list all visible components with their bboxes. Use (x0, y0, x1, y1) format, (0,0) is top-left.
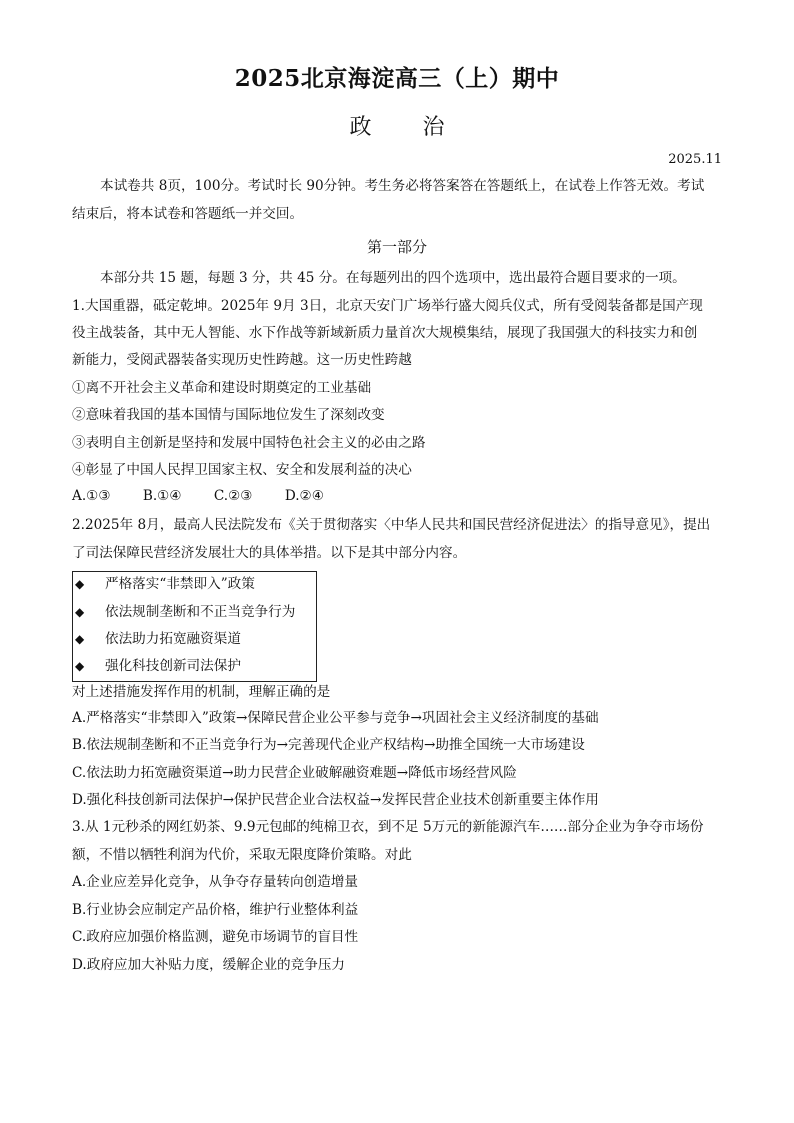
q2-option-b: B.依法规制垄断和不正当竞争行为→完善现代企业产权结构→助推全国统一大市场建设 (72, 737, 585, 753)
measure-text: 严格落实“非禁即入”政策 (105, 576, 255, 592)
q3-option-c: C.政府应加强价格监测，避免市场调节的盲目性 (72, 929, 359, 945)
q3-stem-line-2: 额，不惜以牺牲利润为代价，采取无限度降价策略。对此 (72, 847, 412, 863)
q2-option-c: C.依法助力拓宽融资渠道→助力民营企业破解融资难题→降低市场经营风险 (72, 765, 517, 781)
diamond-bullet-icon: ◆ (75, 659, 85, 673)
q3-option-a: A.企业应差异化竞争，从争夺存量转向创造增量 (72, 874, 359, 890)
measure-text: 依法助力拓宽融资渠道 (105, 631, 241, 647)
q2-stem-line-2: 了司法保障民营经济发展壮大的具体举措。以下是其中部分内容。 (72, 545, 467, 561)
section-instructions: 本部分共 15 题，每题 3 分，共 45 分。在每题列出的四个选项中，选出最符合题目要求的一项。 (100, 270, 686, 286)
subject-char-2: 治 (422, 115, 445, 140)
measure-item (73, 600, 295, 620)
exam-title: 2025北京海淀高三（上）期中 (234, 65, 560, 92)
q1-stem-line-3: 新能力，受阅武器装备实现历史性跨越。这一历史性跨越 (72, 352, 412, 368)
measures-box (72, 571, 317, 682)
q1-statement-1: ①离不开社会主义革命和建设时期奠定的工业基础 (72, 380, 372, 396)
q2-stem-line-1: 2.2025年 8月，最高人民法院发布《关于贯彻落实〈中华人民共和国民营经济促进法〉的指导意见》，提出 (72, 517, 711, 533)
diamond-bullet-icon: ◆ (75, 605, 85, 619)
q3-option-d: D.政府应加大补贴力度，缓解企业的竞争压力 (72, 957, 346, 973)
measure-item (73, 627, 241, 647)
subject-char-1: 政 (349, 115, 372, 140)
q2-prompt: 对上述措施发挥作用的机制，理解正确的是 (72, 684, 331, 700)
measure-item (73, 572, 255, 592)
q1-choice-a: A.①③ (72, 488, 111, 504)
exam-date: 2025.11 (668, 152, 722, 167)
q3-stem-line-1: 3.从 1元秒杀的网红奶茶、9.9元包邮的纯棉卫衣，到不足 5万元的新能源汽车……部分企业为争夺市场份 (72, 819, 704, 835)
q1-stem-line-1: 1.大国重器，砥定乾坤。2025年 9月 3日，北京天安门广场举行盛大阅兵仪式，所有受阅装备都是国产现 (72, 298, 703, 314)
q1-choice-c: C.②③ (213, 488, 253, 504)
q1-stem-line-2: 役主战装备，其中无人智能、水下作战等新域新质力量首次大规模集结，展现了我国强大的科技实力和创 (72, 325, 698, 341)
intro-line-2: 结束后，将本试卷和答题纸一并交回。 (72, 206, 304, 222)
measure-text: 依法规制垄断和不正当竞争行为 (105, 604, 296, 620)
q1-statement-2: ②意味着我国的基本国情与国际地位发生了深刻改变 (72, 407, 385, 423)
q1-statement-3: ③表明自主创新是坚持和发展中国特色社会主义的必由之路 (72, 435, 426, 451)
measure-item (73, 654, 241, 674)
q2-option-a: A.严格落实“非禁即入”政策→保障民营企业公平参与竞争→巩固社会主义经济制度的基础 (72, 710, 599, 726)
measure-text: 强化科技创新司法保护 (105, 658, 241, 674)
q2-option-d: D.强化科技创新司法保护→保护民营企业合法权益→发挥民营企业技术创新重要主体作用 (72, 792, 599, 808)
intro-line-1: 本试卷共 8页，100分。考试时长 90分钟。考生务必将答案答在答题纸上，在试卷上作答无效。考试 (100, 178, 705, 194)
q1-choice-b: B.①④ (142, 488, 182, 504)
q1-choice-d: D.②④ (284, 488, 324, 504)
q1-choices (72, 488, 352, 504)
subject-heading (0, 110, 794, 141)
diamond-bullet-icon: ◆ (75, 632, 85, 646)
q1-statement-4: ④彰显了中国人民捍卫国家主权、安全和发展利益的决心 (72, 462, 412, 478)
q3-option-b: B.行业协会应制定产品价格，维护行业整体利益 (72, 902, 359, 918)
section-title: 第一部分 (366, 238, 427, 256)
diamond-bullet-icon: ◆ (75, 577, 85, 591)
